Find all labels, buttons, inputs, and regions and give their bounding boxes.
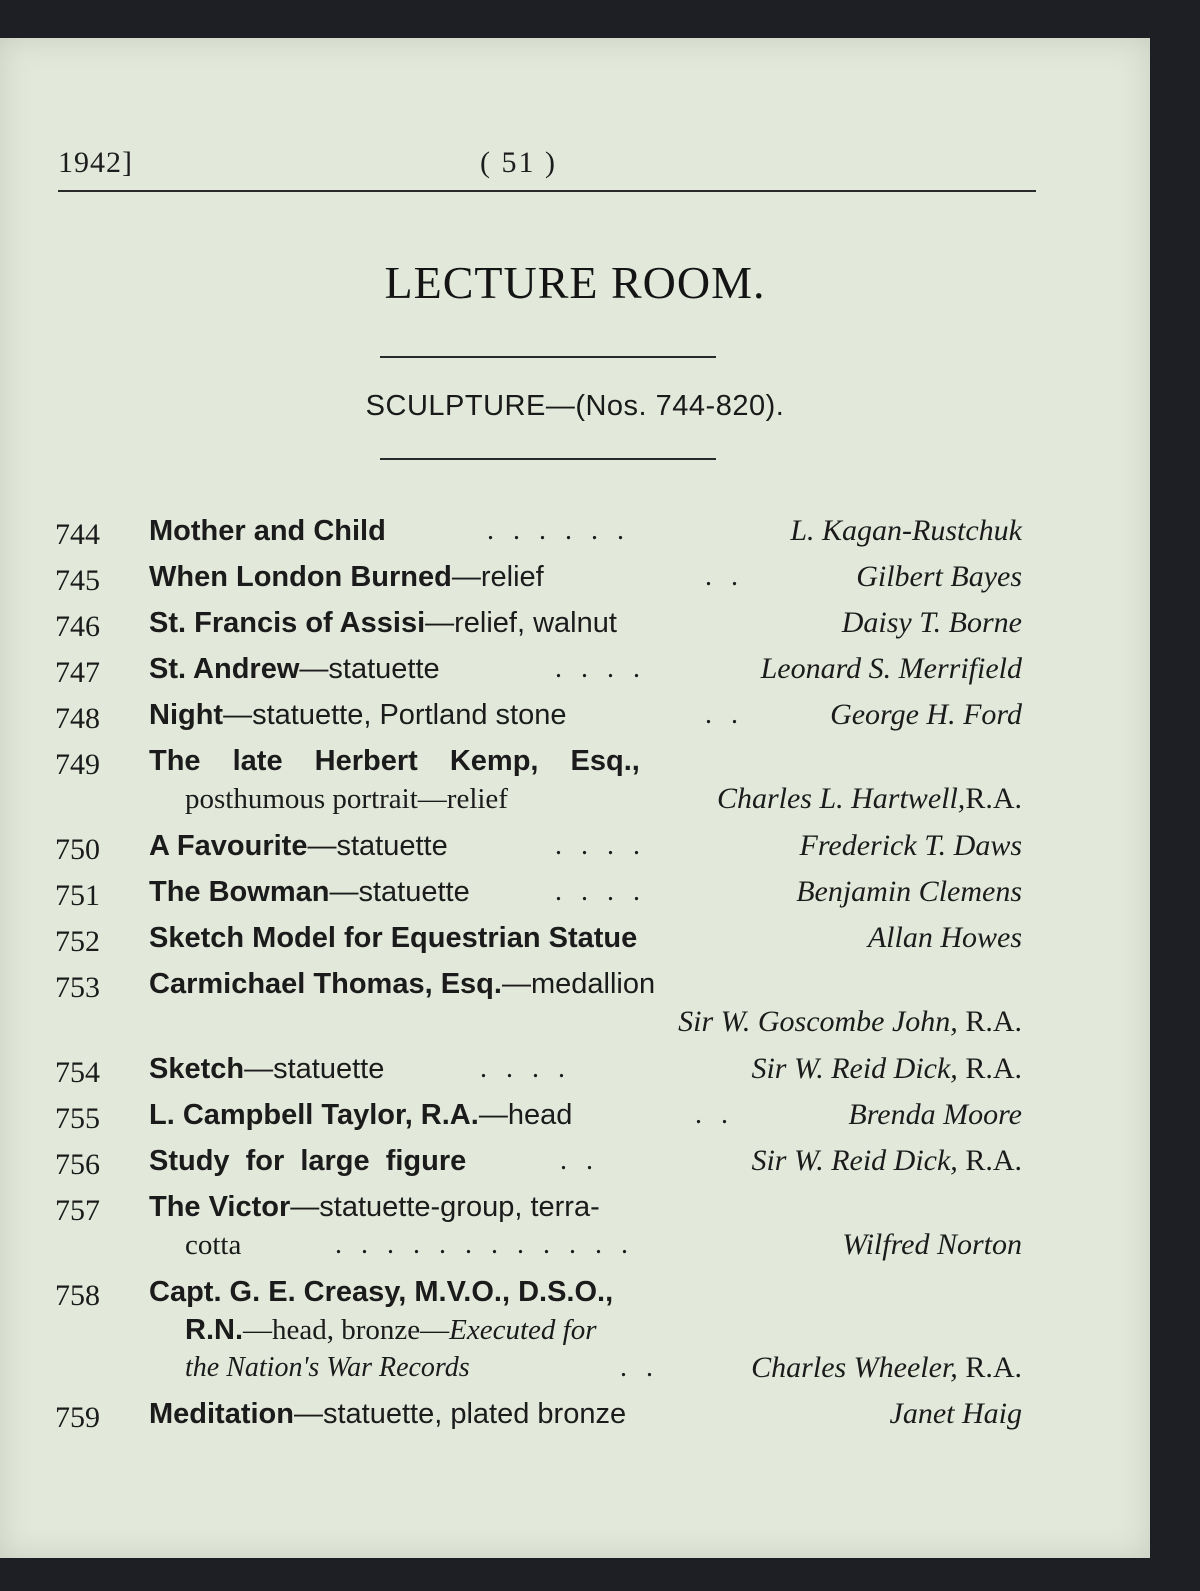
entry-title (149, 915, 637, 961)
entry-title-main: L. Campbell Taylor, R.A. (149, 1099, 479, 1131)
entry-title-main: Study for large figure (149, 1145, 467, 1177)
leader-dots: . . . . . . (487, 515, 630, 546)
entry-number: 745 (55, 564, 100, 597)
entry-medium: —statuette-group, terra- (290, 1191, 600, 1223)
entry-title (149, 554, 544, 600)
title-rule-lower (380, 458, 716, 460)
entry-number: 756 (55, 1148, 100, 1181)
entry-number: 747 (55, 656, 100, 689)
entry-number: 752 (55, 925, 100, 958)
room-title: LECTURE ROOM. (384, 257, 766, 308)
entry-medium: —head (478, 1099, 573, 1131)
entry-medium: —medallion (501, 968, 656, 1000)
entry-title (149, 823, 448, 869)
entry-artist (751, 1046, 1022, 1092)
leader-dots: . . (705, 561, 744, 592)
entry-artist (678, 999, 1022, 1045)
entry-title-main: The Victor (149, 1191, 291, 1223)
entry-number: 744 (55, 518, 100, 551)
entry-title-main: Capt. G. E. Creasy, M.V.O., D.S.O., (149, 1276, 614, 1308)
catalogue-entry (55, 1184, 1040, 1269)
entry-medium-continued: cotta (185, 1229, 242, 1261)
entry-title-main: Carmichael Thomas, Esq. (149, 968, 502, 1000)
entry-title-main: Meditation (149, 1398, 294, 1430)
page-header (58, 146, 1036, 186)
artist-name: Sir W. Reid Dick, (751, 1052, 958, 1085)
entry-title (149, 600, 617, 646)
artist-honour: R.A. (965, 1005, 1022, 1038)
entry-number: 759 (55, 1401, 100, 1434)
entry-title-main: Night (149, 699, 224, 731)
artist-honour: R.A. (965, 1351, 1022, 1384)
entry-title (149, 692, 566, 738)
header-rule (58, 190, 1036, 192)
catalogue-entry (55, 1391, 1040, 1437)
catalogue-entry (55, 738, 1040, 823)
entry-number: 748 (55, 702, 100, 735)
artist-name: Charles Wheeler, (751, 1351, 958, 1384)
catalogue-entry (55, 600, 1040, 646)
entry-note: Executed for (449, 1314, 597, 1346)
entry-artist (751, 1138, 1022, 1184)
header-year: 1942] (58, 146, 133, 179)
entry-medium: posthumous portrait—relief (185, 783, 508, 815)
catalogue-entry (55, 692, 1040, 738)
entry-number: 754 (55, 1056, 100, 1089)
entry-title-main: Mother and Child (149, 515, 386, 547)
entry-artist: George H. Ford (830, 698, 1022, 731)
entry-medium: —relief, walnut (425, 607, 617, 639)
catalogue-entry (55, 1046, 1040, 1092)
entry-medium: —statuette (329, 876, 470, 908)
entry-title (149, 869, 470, 915)
artist-name: Charles L. Hartwell, (716, 782, 966, 815)
entry-medium: —statuette, plated bronze (294, 1398, 627, 1430)
entry-medium: —statuette (307, 830, 448, 862)
entry-artist: Janet Haig (889, 1397, 1022, 1430)
artist-name: Sir W. Goscombe John, (678, 1005, 958, 1038)
entry-title-main: St. Francis of Assisi (149, 607, 426, 639)
catalogue-entry (55, 646, 1040, 692)
leader-dots: . . (705, 699, 744, 730)
entry-artist: Allan Howes (867, 921, 1022, 954)
entry-title-main: St. Andrew (149, 653, 300, 685)
entry-number: 750 (55, 833, 100, 866)
artist-honour: R.A. (965, 782, 1022, 815)
catalogue-entry (55, 554, 1040, 600)
entry-title-main: Sketch Model for Equestrian Statue (149, 922, 638, 954)
entry-number: 753 (55, 971, 100, 1004)
entry-title-main: When London Burned (149, 561, 452, 593)
entry-artist: Brenda Moore (848, 1098, 1022, 1131)
entry-number: 757 (55, 1194, 100, 1227)
entry-artist: Gilbert Bayes (856, 560, 1022, 593)
leader-dots: . . . . (555, 653, 646, 684)
entry-title (149, 1046, 384, 1092)
catalogue-entries (55, 508, 1040, 1437)
page-number: ( 51 ) (480, 146, 557, 179)
entry-title-rn: R.N. (185, 1314, 243, 1346)
entry-artist: Frederick T. Daws (799, 829, 1022, 862)
entry-title-main: A Favourite (149, 830, 308, 862)
leader-dots: . . (695, 1099, 734, 1130)
catalogue-entry (55, 961, 1040, 1046)
catalogue-page (0, 38, 1150, 1558)
entry-artist: L. Kagan-Rustchuk (790, 514, 1022, 547)
entry-artist: Benjamin Clemens (796, 875, 1022, 908)
entry-medium: —statuette (299, 653, 440, 685)
entry-title (149, 961, 655, 1007)
catalogue-entry (55, 869, 1040, 915)
catalogue-entry (55, 915, 1040, 961)
catalogue-entry (55, 1092, 1040, 1138)
artist-honour: R.A. (965, 1052, 1022, 1085)
leader-dots: . . . . (480, 1053, 571, 1084)
artist-name: Sir W. Reid Dick, (751, 1144, 958, 1177)
entry-title (149, 508, 386, 554)
entry-medium: —statuette, Portland stone (223, 699, 567, 731)
entry-title-main: Sketch (149, 1053, 245, 1085)
catalogue-entry (55, 1269, 1040, 1391)
leader-dots: . . . . (555, 876, 646, 907)
leader-dots: . . (620, 1352, 659, 1383)
entry-number: 755 (55, 1102, 100, 1135)
entry-medium: —statuette (244, 1053, 385, 1085)
entry-artist: Leonard S. Merrifield (760, 652, 1022, 685)
leader-dots: . . (560, 1145, 599, 1176)
section-subtitle: SCULPTURE—(Nos. 744-820). (365, 390, 785, 422)
entry-title (149, 646, 440, 692)
entry-title (149, 1391, 626, 1437)
entry-title (149, 1092, 572, 1138)
entry-artist: Wilfred Norton (842, 1228, 1022, 1261)
entry-number: 746 (55, 610, 100, 643)
entry-artist (717, 776, 1022, 822)
entry-title (149, 1138, 466, 1184)
catalogue-entry (55, 823, 1040, 869)
entry-number: 749 (55, 748, 100, 781)
entry-number: 758 (55, 1279, 100, 1312)
entry-number: 751 (55, 879, 100, 912)
entry-title-main: The late Herbert Kemp, Esq., (149, 745, 640, 777)
catalogue-entry (55, 1138, 1040, 1184)
leader-dots: . . . . . . . . . . . . (335, 1229, 634, 1260)
title-rule-upper (380, 356, 716, 358)
entry-medium: —relief (451, 561, 544, 593)
entry-title-main: The Bowman (149, 876, 330, 908)
entry-artist (751, 1345, 1022, 1391)
entry-medium-text: —head, bronze— (243, 1314, 450, 1346)
entry-note-continued: the Nation's War Records (185, 1352, 470, 1383)
entry-artist: Daisy T. Borne (841, 606, 1022, 639)
leader-dots: . . . . (555, 830, 646, 861)
catalogue-entry (55, 508, 1040, 554)
artist-honour: R.A. (965, 1144, 1022, 1177)
